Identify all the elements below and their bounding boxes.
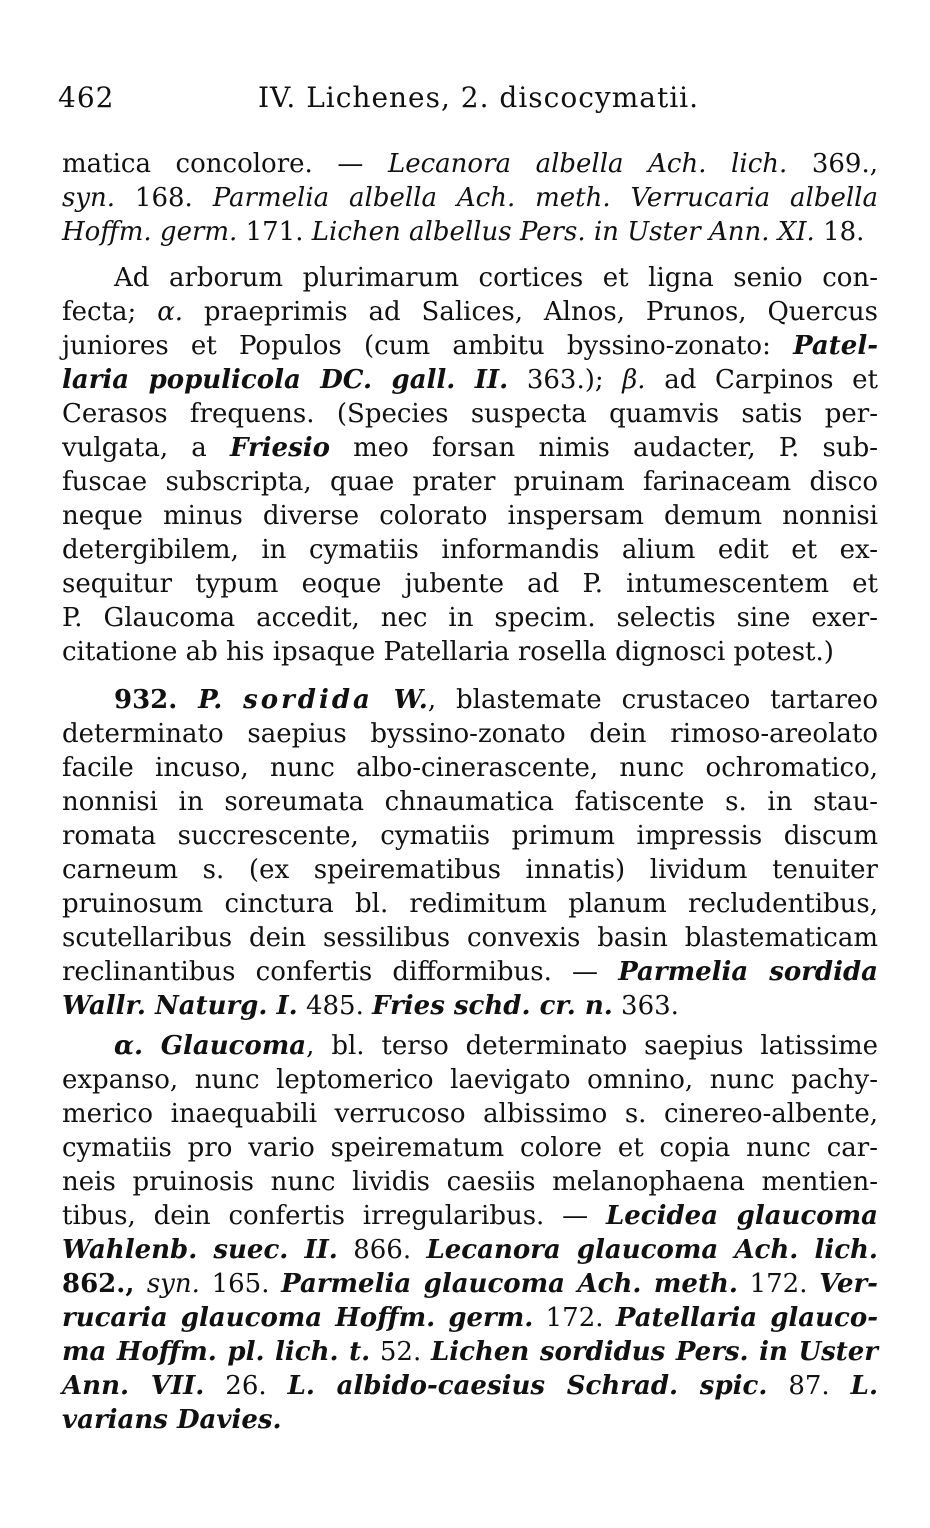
page-header <box>58 78 878 118</box>
text-line <box>62 216 878 248</box>
text-line <box>62 602 878 634</box>
text-segment: Lecidea glaucoma <box>605 1201 878 1231</box>
text-segment: Lichen sordidus Pers. in Uster <box>430 1337 879 1367</box>
text-line <box>62 752 878 784</box>
text-segment: Lecanora glaucoma Ach. lich. <box>426 1235 878 1265</box>
text-segment: Friesio <box>229 433 330 463</box>
text-segment: laria populicola DC. gall. II. <box>62 365 509 395</box>
text-line <box>62 364 878 396</box>
text-segment: facile incuso, nunc albo-cinerascente, nunc ochromatico, <box>62 753 878 783</box>
text-line <box>62 820 878 852</box>
text-line <box>62 1200 878 1232</box>
text-segment: carneum s. (ex speirematibus innatis) lividum tenuiter <box>62 855 878 885</box>
text-line <box>62 1030 878 1062</box>
text-segment: sequitur typum eoque jubente ad P. intumescentem et <box>62 569 878 599</box>
text-segment: 363. <box>612 991 679 1021</box>
text-segment: ma Hoffm. pl. lich. t. <box>62 1337 371 1367</box>
text-segment: 363.); <box>508 365 623 395</box>
text-segment: Fries schd. cr. n. <box>372 991 613 1021</box>
text-line <box>62 432 878 464</box>
text-line <box>62 636 878 668</box>
text-segment: 172. <box>533 1303 616 1333</box>
text-segment: 485. <box>297 991 373 1021</box>
text-segment: Ann. VII. <box>62 1371 205 1401</box>
text-segment: romata succrescente, cymatiis primum impressis discum <box>62 821 878 851</box>
text-line <box>62 1132 878 1164</box>
text-segment: syn. <box>146 1269 200 1299</box>
text-line <box>62 1302 878 1334</box>
text-segment: 168. <box>115 183 213 213</box>
text-line <box>62 262 878 294</box>
text-segment: determinato saepius byssino-zonato dein rimoso-areolato <box>62 719 878 749</box>
text-segment: expanso, nunc leptomerico laevigato omnino, nunc pachy- <box>62 1065 878 1095</box>
text-segment: ad Carpinos et <box>645 365 879 395</box>
text-segment: Parmelia albella Ach. meth. Verrucaria albella <box>212 183 879 213</box>
text-segment: α. <box>157 297 184 327</box>
text-segment: β. <box>622 365 646 395</box>
text-segment: matica concolore. — <box>62 149 388 179</box>
text-segment: 866. <box>337 1235 427 1265</box>
text-segment: Lecanora albella Ach. lich. <box>387 149 788 179</box>
text-segment: syn. <box>62 183 116 213</box>
text-line <box>62 398 878 430</box>
text-segment: P. <box>198 685 244 715</box>
text-line <box>62 888 878 920</box>
text-line <box>62 684 878 716</box>
text-segment: L. <box>850 1371 878 1401</box>
text-segment: α. Glaucoma <box>114 1031 307 1061</box>
text-line <box>62 854 878 886</box>
text-segment: detergibilem, in cymatiis informandis alium edit et ex- <box>62 535 878 565</box>
text-line <box>62 1064 878 1096</box>
text-segment: citatione ab his ipsaque Patellaria rosella dignosci potest.) <box>62 637 834 667</box>
text-segment: meo forsan nimis audacter, P. sub- <box>329 433 878 463</box>
text-line <box>62 1098 878 1130</box>
text-segment: 26. <box>204 1371 288 1401</box>
text-segment: neque minus diverse colorato inspersam demum nonnisi <box>62 501 878 531</box>
page-number: 462 <box>58 81 115 114</box>
text-line <box>62 1268 878 1300</box>
text-segment: merico inaequabili verrucoso albissimo s. cinereo-albente, <box>62 1099 878 1129</box>
text-segment: Patel- <box>793 331 878 361</box>
text-segment: Wallr. Naturg. I. <box>62 991 298 1021</box>
text-segment: reclinantibus confertis difformibus. — <box>62 957 619 987</box>
text-segment: L. albido-caesius Schrad. spic. <box>287 1371 768 1401</box>
text-segment: juniores et Populos (cum ambitu byssino-zonato: <box>62 331 794 361</box>
text-line <box>62 568 878 600</box>
text-segment: Cerasos frequens. (Species suspecta quamvis satis per- <box>62 399 878 429</box>
text-segment: 18. <box>814 217 865 247</box>
text-segment: rucaria glaucoma Hoffm. germ. <box>62 1303 534 1333</box>
text-line <box>62 990 878 1022</box>
text-segment: fuscae subscripta, quae prater pruinam farinaceam disco <box>62 467 878 497</box>
text-line <box>62 534 878 566</box>
text-segment: 862., <box>62 1269 147 1299</box>
text-segment: fecta; <box>62 297 158 327</box>
text-segment: Wahlenb. suec. II. <box>62 1235 338 1265</box>
text-line <box>62 148 878 180</box>
text-line <box>62 922 878 954</box>
text-segment: 171. <box>237 217 312 247</box>
text-segment: Ver- <box>819 1269 878 1299</box>
text-segment: Lichen albellus Pers. in Uster Ann. XI. <box>311 217 815 247</box>
text-segment: tibus, dein confertis irregularibus. — <box>62 1201 606 1231</box>
text-segment: W. <box>372 685 428 715</box>
text-segment: Ad arborum plurimarum cortices et ligna senio con- <box>114 263 878 293</box>
text-segment: pruinosum cinctura bl. redimitum planum recludentibus, <box>62 889 878 919</box>
text-line <box>62 182 878 214</box>
text-segment: vulgata, a <box>62 433 230 463</box>
running-head: IV. Lichenes, 2. discocymatii. <box>258 81 700 114</box>
text-line <box>62 296 878 328</box>
text-segment: 369., <box>787 149 879 179</box>
text-segment: Patellaria glauco- <box>615 1303 878 1333</box>
text-segment: , blastemate crustaceo tartareo <box>427 685 878 715</box>
text-line <box>62 1370 878 1402</box>
text-segment: Hoffm. germ. <box>62 217 238 247</box>
text-segment: 165. <box>199 1269 282 1299</box>
text-segment: sordida <box>243 685 373 715</box>
text-line <box>62 1336 878 1368</box>
text-line <box>62 500 878 532</box>
text-segment: 87. <box>767 1371 851 1401</box>
text-segment: neis pruinosis nunc lividis caesiis melanophaena mentien- <box>62 1167 878 1197</box>
text-line <box>62 330 878 362</box>
text-line <box>62 956 878 988</box>
text-line <box>62 1404 878 1436</box>
text-line <box>62 718 878 750</box>
text-segment: cymatiis pro vario speirematum colore et copia nunc car- <box>62 1133 878 1163</box>
text-line <box>62 786 878 818</box>
text-line <box>62 1166 878 1198</box>
text-line <box>62 466 878 498</box>
text-segment: nonnisi in soreumata chnaumatica fatiscente s. in stau- <box>62 787 878 817</box>
text-segment: 932. <box>114 685 199 715</box>
text-segment: 52. <box>370 1337 431 1367</box>
text-segment: P. Glaucoma accedit, nec in specim. selectis sine exer- <box>62 603 878 633</box>
text-segment: Parmelia glaucoma Ach. meth. <box>281 1269 738 1299</box>
text-segment: scutellaribus dein sessilibus convexis basin blastematicam <box>62 923 878 953</box>
text-segment: Parmelia sordida <box>618 957 878 987</box>
text-segment: praeprimis ad Salices, Alnos, Prunos, Quercus <box>183 297 878 327</box>
text-segment: , bl. terso determinato saepius latissime <box>306 1031 878 1061</box>
text-segment: varians Davies. <box>62 1405 282 1435</box>
text-line <box>62 1234 878 1266</box>
text-segment: 172. <box>737 1269 820 1299</box>
